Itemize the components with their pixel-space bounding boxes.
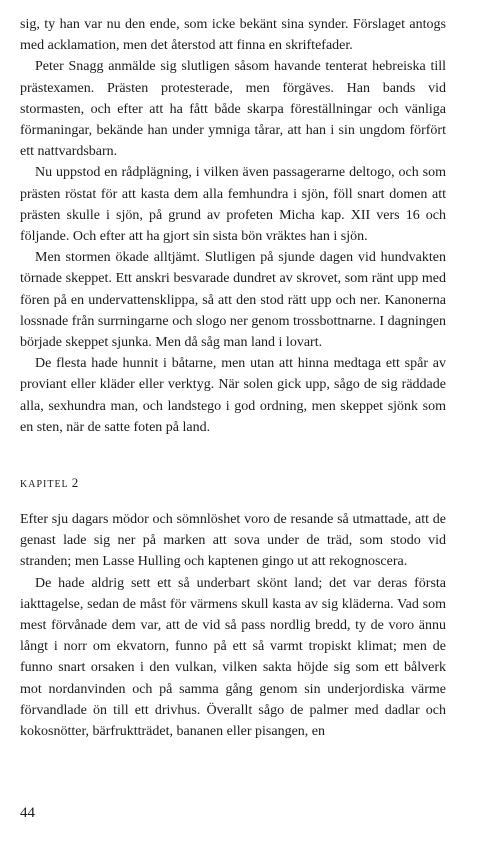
paragraph: Nu uppstod en rådplägning, i vilken även passagerarne deltogo, och som prästen röstat för att kasta dem alla femhundra i sjön, föll snart domen att prästen skulle i sjön, på grund av profeten Micha kap. XII vers 16 och följande. Och efter att ha gjort sin sista bön vräktes han i sjön. xyxy=(20,165,446,245)
paragraph: De flesta hade hunnit i båtarne, men utan att hinna medtaga ett spår av proviant eller kläder eller verktyg. När solen gick upp, sågo de sig räddade alla, sexhundra man, och landstego i god ordning, men skeppet sjönk som en sten, när de satte foten på land. xyxy=(20,356,446,435)
chapter-number: 2 xyxy=(71,475,79,491)
paragraph: Peter Snagg anmälde sig slutligen såsom havande tenterat hebreiska till prästexamen. Prästen protesterade, men förgäves. Han bands vid stormasten, och efter att ha fått både skarpa föreställningar och vänliga förmaningar, bekände han under ymniga tårar, att han i sin ungdom förfört ett nattvardsbarn. xyxy=(20,59,446,160)
paragraph: De hade aldrig sett ett så underbart skönt land; det var deras första iakttagelse, sedan de måst för värmens skull kasta av sig kläderna. Vad som mest förvånade dem var, att de vid så pass nordlig bredd, ty de voro ännu långt i norr om ekvatorn, funno på ett så varmt tropiskt klimat; men de funno snart orsaken i den vulkan, vilken sakta höjde sig som ett bålverk mot nordanvinden och på samma gång genom sin underjordiska värme förvandlade ön till ett drivhus. Överallt sågo de palmer med dadlar och kokosnötter, bärfruktträdet, bananen eller pisangen, en xyxy=(20,575,446,740)
page-number: 44 xyxy=(20,805,35,821)
chapter-heading xyxy=(20,476,446,492)
paragraph: sig, ty han var nu den ende, som icke bekänt sina synder. Förslaget antogs med acklamation, men det återstod att finna en skriftefader. xyxy=(20,17,446,54)
book-page xyxy=(20,14,446,742)
paragraph: Men stormen ökade alltjämt. Slutligen på sjunde dagen vid hundvakten törnade skeppet. Ett anskri besvarade dundret av skrovet, som ränt upp med fören på en undervattensklippa, så att den stod rätt upp och ner. Kanonerna lossnade från surrningarne och slogo ner genom trossbottnarne. I dagningen började skeppet sjunka. Men då såg man land i lovart. xyxy=(20,250,446,351)
chapter-label: KAPITEL xyxy=(20,479,69,491)
paragraph: Efter sju dagars mödor och sömnlöshet voro de resande så utmattade, att de genast lade sig ner på marken att sova under de träd, som stodo vid stranden; men Lasse Hulling och kaptenen gingo ut att rekognoscera. xyxy=(20,512,446,570)
